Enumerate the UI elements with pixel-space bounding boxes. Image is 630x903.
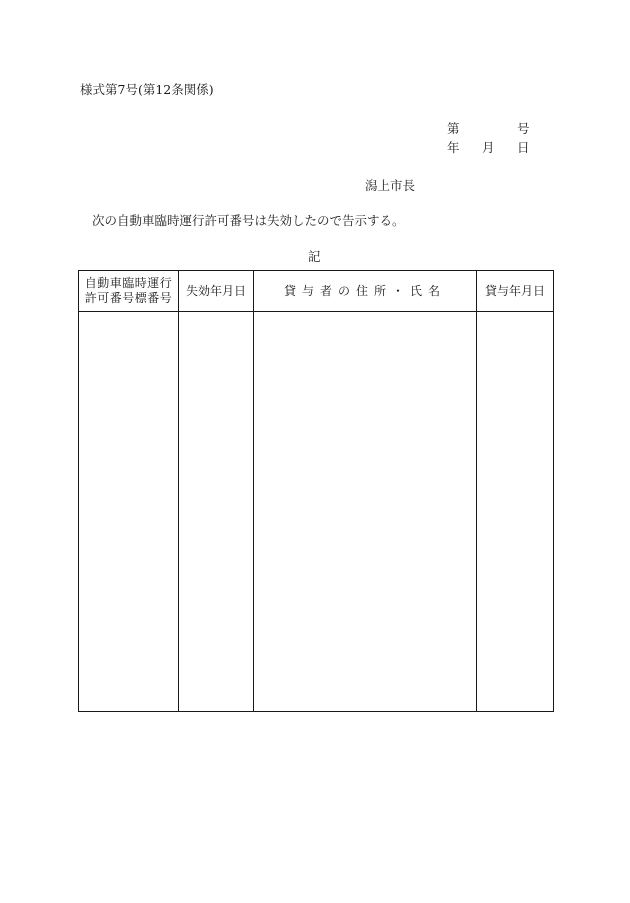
date-month-label: 月 (482, 140, 495, 155)
number-prefix: 第 (447, 121, 460, 136)
header-expiry-date-label: 失効年月日 (185, 283, 246, 298)
header-lending-date-label: 貸与年月日 (484, 283, 545, 298)
date-year-label: 年 (447, 140, 460, 155)
header-permit-number-line1: 自動車臨時運行 (84, 276, 173, 290)
cell-expiry-date[interactable] (179, 312, 254, 712)
cell-lender-address-name[interactable] (254, 312, 477, 712)
ki-heading: 記 (308, 249, 321, 264)
header-permit-number-line2: 許可番号標番号 (84, 291, 173, 305)
table-body-row (79, 312, 554, 712)
cell-permit-number[interactable] (79, 312, 179, 712)
header-permit-number (79, 271, 179, 312)
header-lender-address-name (254, 271, 477, 312)
cell-lending-date[interactable] (477, 312, 554, 712)
table-header-row (79, 271, 554, 312)
notice-body-text: 次の自動車臨時運行許可番号は失効したので告示する。 (92, 213, 405, 228)
header-lending-date (477, 271, 554, 312)
record-table (78, 270, 554, 712)
form-label: 様式第7号(第12条関係) (80, 82, 214, 97)
issuer-name: 潟上市長 (365, 178, 416, 193)
header-expiry-date (179, 271, 254, 312)
number-suffix: 号 (517, 121, 530, 136)
date-day-label: 日 (517, 140, 530, 155)
header-lender-address-name-label: 貸与者の住所・氏名 (283, 283, 446, 298)
